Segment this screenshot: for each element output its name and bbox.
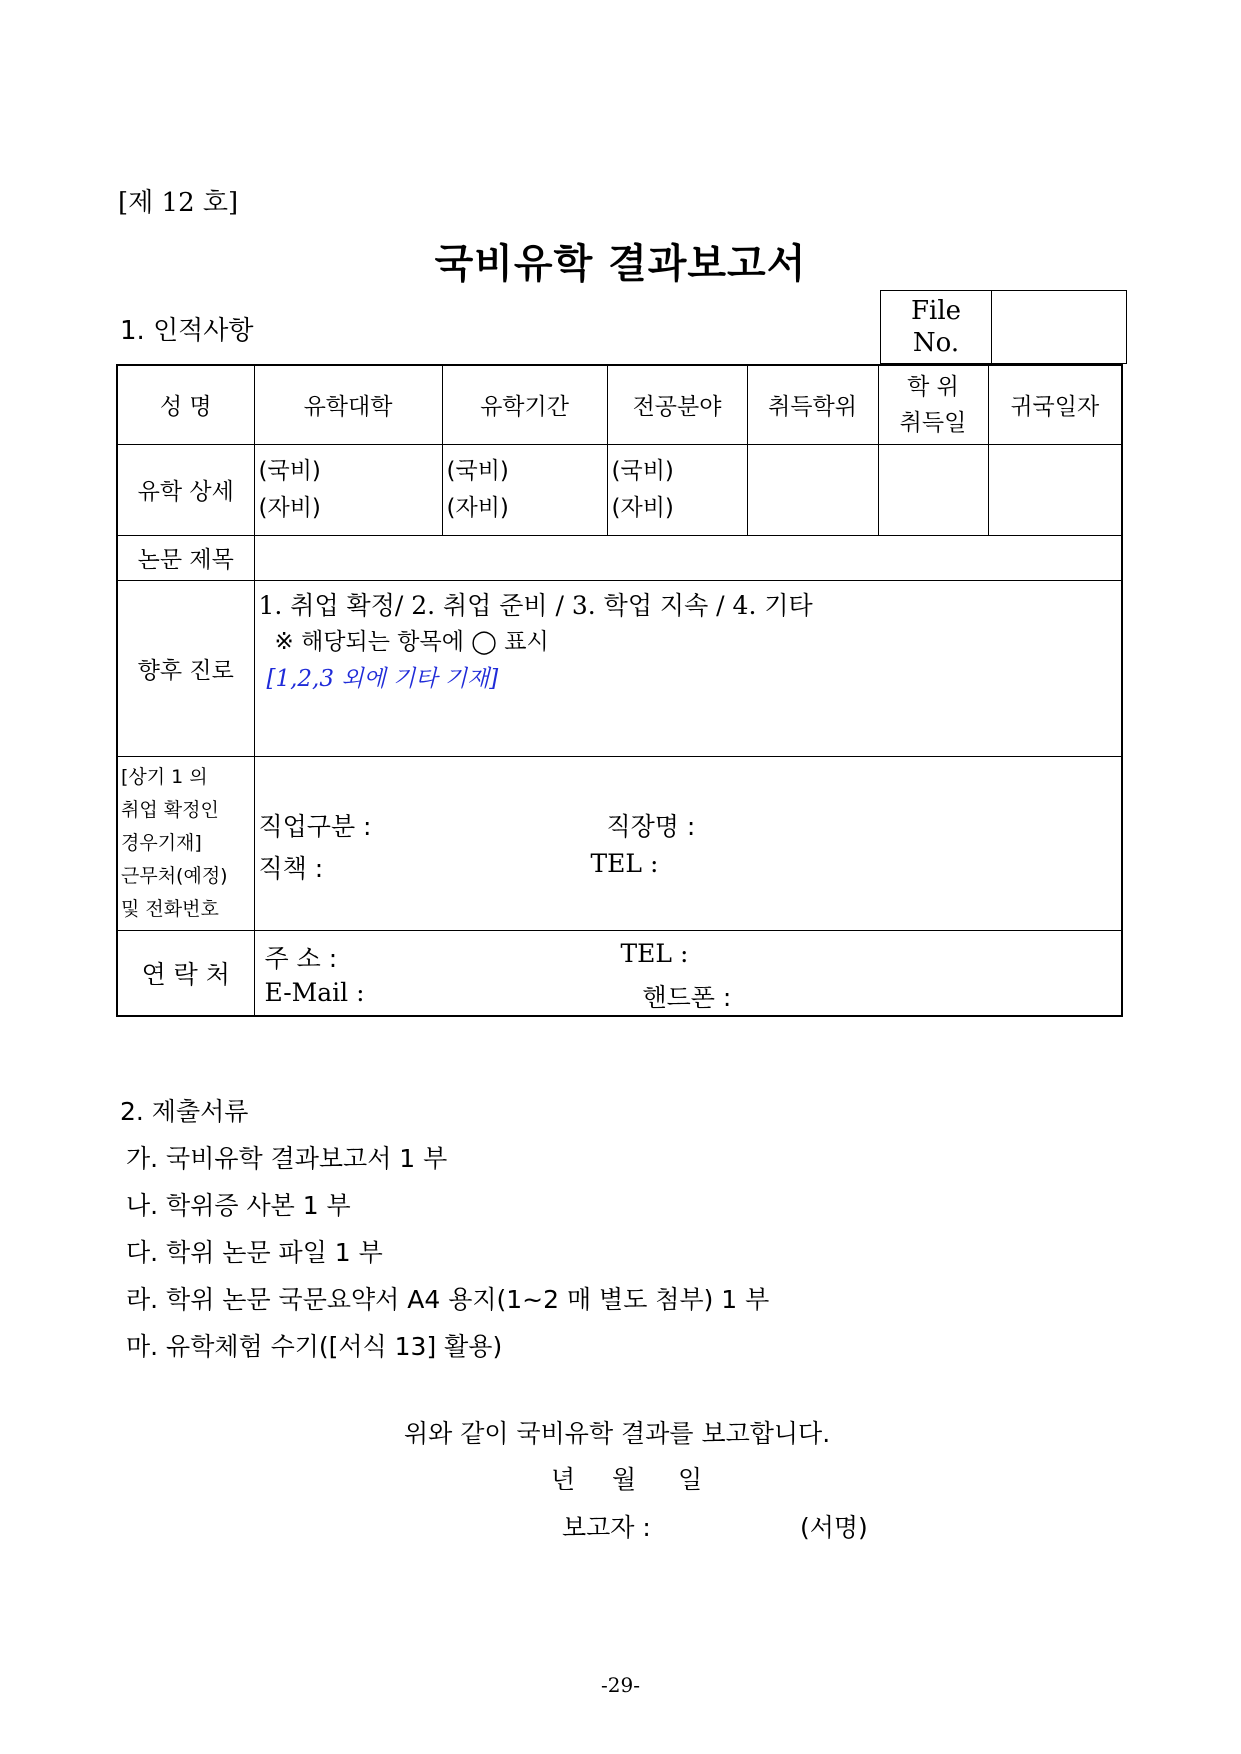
- header-degree-date-line2: 취득일: [899, 409, 967, 436]
- gov-label: (국비): [446, 457, 509, 484]
- job-type-label: 직업구분 :: [258, 811, 372, 841]
- file-no-label: [881, 291, 992, 364]
- page-title: 국비유학 결과보고서: [434, 241, 807, 287]
- detail-university-cell[interactable]: [254, 444, 442, 535]
- closing-statement: 위와 같이 국비유학 결과를 보고합니다.: [404, 1419, 831, 1448]
- detail-label: 유학 상세: [117, 444, 254, 535]
- header-period: 유학기간: [442, 365, 607, 444]
- document-item: 라. 학위 논문 국문요약서 A4 용지(1~2 매 별도 첨부) 1 부: [126, 1285, 770, 1314]
- document-number: [제 12 호]: [118, 188, 239, 218]
- detail-degree-cell[interactable]: [747, 444, 878, 535]
- header-row: [117, 365, 1122, 444]
- page-number: -29-: [601, 1673, 640, 1697]
- file-no-value[interactable]: [992, 291, 1127, 364]
- workplace-label-line: 취업 확정인: [121, 798, 219, 821]
- section2-title: 2. 제출서류: [120, 1097, 249, 1126]
- career-note: ※ 해당되는 항목에 ◯ 표시: [274, 628, 549, 655]
- header-university: 유학대학: [254, 365, 442, 444]
- personal-info-table: [116, 364, 1123, 1017]
- section1-title: 1. 인적사항: [120, 316, 254, 346]
- contact-field[interactable]: [254, 930, 1122, 1016]
- mobile-label: 핸드폰 :: [642, 982, 732, 1012]
- contact-label: 연 락 처: [117, 930, 254, 1016]
- contact-row: [117, 930, 1122, 1016]
- career-field[interactable]: [254, 580, 1122, 756]
- detail-row: [117, 444, 1122, 535]
- detail-degree-date-cell[interactable]: [878, 444, 988, 535]
- file-label-line1: File: [910, 296, 962, 326]
- header-return-date: 귀국일자: [988, 365, 1122, 444]
- thesis-label: 논문 제목: [117, 535, 254, 580]
- thesis-row: [117, 535, 1122, 580]
- address-label: 주 소 :: [264, 943, 338, 973]
- career-instruction: [1,2,3 외에 기타 기재]: [266, 665, 499, 692]
- workplace-label-line: 경우기재]: [121, 831, 202, 854]
- detail-major-cell[interactable]: [607, 444, 747, 535]
- document-item: 마. 유학체험 수기([서식 13] 활용): [126, 1332, 503, 1361]
- gov-label: (국비): [258, 457, 321, 484]
- document-item: 나. 학위증 사본 1 부: [126, 1191, 351, 1220]
- date-month: 월: [612, 1465, 637, 1494]
- workplace-label-line: [상기 1 의: [121, 765, 208, 788]
- date-day: 일: [678, 1465, 703, 1494]
- header-degree-date-line1: 학 위: [907, 373, 959, 400]
- workplace-name-label: 직장명 :: [606, 811, 696, 841]
- document-item: 가. 국비유학 결과보고서 1 부: [126, 1144, 448, 1173]
- career-label: 향후 진로: [117, 580, 254, 756]
- workplace-tel-label: TEL :: [590, 848, 659, 878]
- file-label-line2: No.: [912, 328, 960, 358]
- date-year: 년: [551, 1465, 576, 1494]
- reporter-label: 보고자 :: [562, 1513, 651, 1542]
- contact-tel-label: TEL :: [620, 938, 689, 968]
- header-major: 전공분야: [607, 365, 747, 444]
- career-options: 1. 취업 확정/ 2. 취업 준비 / 3. 학업 지속 / 4. 기타: [258, 590, 813, 620]
- career-row: [117, 580, 1122, 756]
- workplace-field[interactable]: [254, 756, 1122, 930]
- file-number-box: [880, 290, 1127, 364]
- position-label: 직책 :: [258, 853, 324, 883]
- email-label: E-Mail :: [264, 977, 365, 1007]
- header-degree: 취득학위: [747, 365, 878, 444]
- workplace-label-line: 및 전화번호: [121, 897, 219, 920]
- document-item: 다. 학위 논문 파일 1 부: [126, 1238, 383, 1267]
- workplace-row: [117, 756, 1122, 930]
- workplace-label: [117, 756, 254, 930]
- header-degree-date: [878, 365, 988, 444]
- header-name: 성 명: [117, 365, 254, 444]
- gov-label: (국비): [611, 457, 674, 484]
- thesis-title-field[interactable]: [254, 535, 1122, 580]
- workplace-label-line: 근무처(예정): [121, 864, 228, 887]
- detail-period-cell[interactable]: [442, 444, 607, 535]
- self-label: (자비): [611, 494, 674, 521]
- detail-return-date-cell[interactable]: [988, 444, 1122, 535]
- self-label: (자비): [446, 494, 509, 521]
- self-label: (자비): [258, 494, 321, 521]
- signature-label: (서명): [800, 1513, 868, 1542]
